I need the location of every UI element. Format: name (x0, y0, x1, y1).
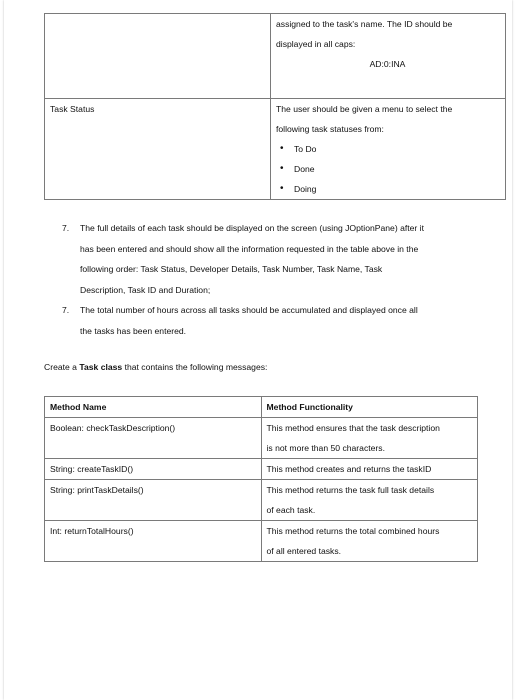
status-item (280, 139, 499, 159)
header-method-functionality: Method Functionality (261, 397, 478, 418)
id-example: AD:0:INA (369, 59, 406, 69)
method-func-cell (261, 459, 478, 480)
list-number: 7. (62, 223, 70, 233)
method-func-line: This method returns the task full task details (266, 485, 435, 495)
method-name: String: createTaskID() (50, 464, 134, 474)
header-method-name: Method Name (45, 397, 262, 418)
cell-text-line: The user should be given a menu to select the (276, 104, 453, 114)
method-name-cell (45, 480, 262, 521)
method-name-cell (45, 521, 262, 562)
table-row (45, 418, 478, 459)
method-name: String: printTaskDetails() (50, 485, 144, 495)
bullet-icon: • (280, 143, 284, 154)
list-line: the tasks has been entered. (80, 325, 187, 336)
table-header-row (45, 397, 478, 418)
status-label: To Do (294, 144, 317, 154)
cell-text-line: assigned to the task's name. The ID should be (276, 19, 453, 29)
list-item (62, 218, 482, 300)
method-func-line: is not more than 50 characters. (266, 443, 385, 453)
bullet-icon: • (280, 163, 284, 174)
method-func-line: This method returns the total combined hours (266, 526, 440, 536)
intro-text: Create a (44, 362, 80, 372)
list-number: 7. (62, 305, 70, 316)
method-func-cell (261, 480, 478, 521)
cell-text-line: following task statuses from: (276, 124, 384, 134)
bullet-icon: • (280, 183, 284, 194)
status-label: Done (294, 164, 315, 174)
table-row (45, 99, 506, 200)
methods-table (44, 396, 478, 562)
method-func-line: This method ensures that the task description (266, 423, 440, 433)
list-line: Description, Task ID and Duration; (80, 284, 211, 295)
intro-bold-text: Task class (79, 362, 123, 372)
task-status-label (45, 99, 271, 200)
method-name-cell (45, 459, 262, 480)
method-func-line: of each task. (266, 505, 316, 515)
status-item (280, 179, 499, 199)
table-row (45, 521, 478, 562)
method-func-cell (261, 418, 478, 459)
task-status-description (271, 99, 506, 200)
method-func-cell (261, 521, 478, 562)
list-line: The full details of each task should be displayed on the screen (using JOptionPane) after it (80, 223, 424, 233)
table-cell-id-description (271, 14, 506, 99)
method-func-line: of all entered tasks. (266, 546, 342, 556)
method-func-line: This method creates and returns the taskID (266, 464, 432, 474)
numbered-list (62, 218, 482, 342)
status-list (276, 139, 499, 199)
cell-text-line: Task Status (50, 104, 95, 114)
table-row (45, 14, 506, 99)
status-label: Doing (294, 184, 317, 194)
intro-paragraph (44, 360, 267, 374)
method-name-cell (45, 418, 262, 459)
table-row (45, 459, 478, 480)
list-item (62, 300, 482, 341)
intro-text: that contains the following messages: (122, 362, 268, 372)
status-item (280, 159, 499, 179)
method-name: Int: returnTotalHours() (50, 526, 134, 536)
list-line: The total number of hours across all tasks should be accumulated and displayed once all (80, 305, 418, 316)
document-page (4, 0, 512, 700)
list-line: has been entered and should show all the information requested in the table above in the (80, 243, 419, 254)
table-row (45, 480, 478, 521)
requirements-table (44, 13, 506, 200)
cell-text-line: displayed in all caps: (276, 39, 356, 49)
list-line: following order: Task Status, Developer Details, Task Number, Task Name, Task (80, 264, 383, 275)
table-cell-empty (45, 14, 271, 99)
method-name: Boolean: checkTaskDescription() (50, 423, 176, 433)
